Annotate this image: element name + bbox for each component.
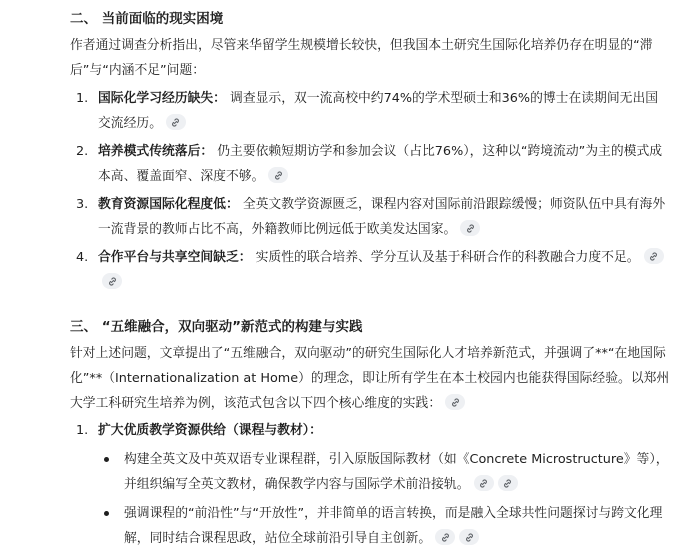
problems-list [70,86,670,295]
bullet-dot [104,457,109,462]
item-title: 国际化学习经历缺失： [98,91,226,106]
item-title: 培养模式传统落后： [98,144,214,159]
bullet-item [70,447,670,497]
list-number: 2. [76,144,89,159]
list-item [70,245,670,295]
bullet-dot [104,511,109,516]
bullet-text: 强调课程的“前沿性”与“开放性”，并非简单的语言转换，而是融入全球共性问题探讨与跨文化理解，同时结合课程思政，站位全球前沿引导自主创新。 [124,506,663,546]
section-heading-3: 三、 “五维融合，双向驱动”新范式的构建与实践 [70,319,363,335]
response-content [70,8,670,551]
citation-link-icon[interactable] [268,167,288,183]
citation-link-icon[interactable] [644,248,664,264]
section-2-intro: 作者通过调查分析指出，尽管来华留学生规模增长较快，但我国本土研究生国际化培养仍存在明显的“滞后”与“内涵不足”问题： [70,38,653,78]
intro-text: 针对上述问题，文章提出了“五维融合，双向驱动”的研究生国际化人才培养新范式，并强调了**“在地国际化”**（Internationalization at Home）的理念，即让所有学生在本土校园内也能获得国际经验。以郑州大学工科研究生培养为例，该范式包含以下四个核心维度的实践： [70,346,670,411]
bullet-text: 构建全英文及中英双语专业课程群，引入原版国际教材（如《Concrete Microstructure》等），并组织编写全英文教材，确保教学内容与国际学术前沿接轨。 [124,452,669,492]
practice-list [70,418,670,443]
list-item [70,192,670,242]
citation-link-icon[interactable] [459,529,479,545]
item-title: 扩大优质教学资源供给（课程与教材）： [98,423,322,438]
citation-link-icon[interactable] [435,529,455,545]
section-3-intro [70,341,670,416]
list-item [70,139,670,189]
item-text: 实质性的联合培养、学分互认及基于科研合作的科教融合力度不足。 [251,250,640,265]
citation-link-icon[interactable] [445,394,465,410]
item-title: 合作平台与共享空间缺乏： [98,250,252,265]
item-text: 仍主要依赖短期访学和参加会议（占比76%），这种以“跨境流动”为主的模式成本高、覆盖面窄、深度不够。 [98,144,663,184]
item-text: 调查显示，双一流高校中约74%的学术型硕士和36%的博士在读期间无出国交流经历。 [98,91,659,131]
list-number: 1. [76,423,89,438]
bullet-item [70,501,670,551]
citation-link-icon[interactable] [474,475,494,491]
citation-link-icon[interactable] [460,220,480,236]
list-item [70,418,670,443]
citation-link-icon[interactable] [166,114,186,130]
citation-link-icon[interactable] [102,273,122,289]
list-number: 1. [76,91,89,106]
citation-link-icon[interactable] [498,475,518,491]
list-number: 3. [76,197,89,212]
bullet-list [70,447,670,551]
list-item [70,86,670,136]
section-heading-2: 二、 当前面临的现实困境 [70,11,224,27]
list-number: 4. [76,250,89,265]
item-title: 教育资源国际化程度低： [98,197,239,212]
item-text: 全英文教学资源匮乏，课程内容对国际前沿跟踪缓慢；师资队伍中具有海外一流背景的教师占比不高，外籍教师比例远低于欧美发达国家。 [98,197,666,237]
